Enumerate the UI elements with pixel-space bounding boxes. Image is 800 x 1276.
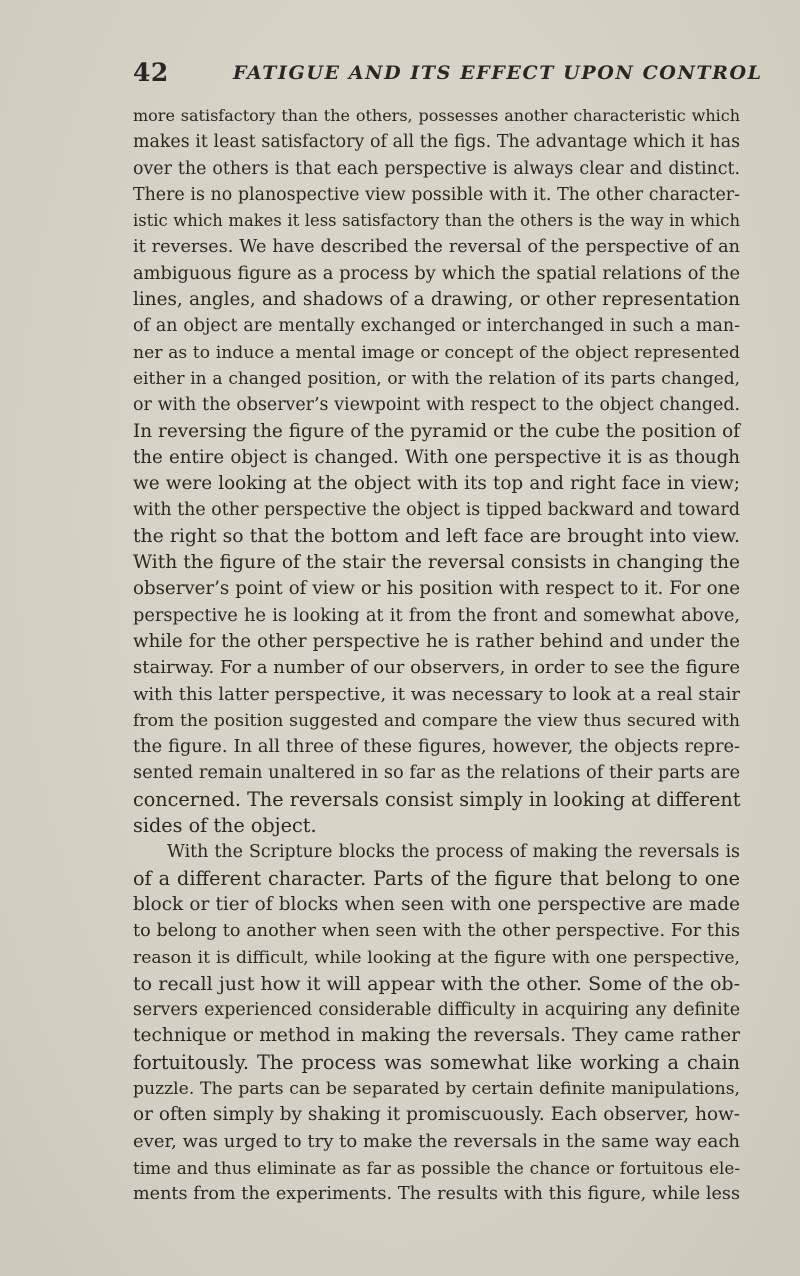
- body-text: [133, 103, 740, 1207]
- text-line: block or tier of blocks when seen with one perspective are made: [133, 893, 740, 915]
- text-line: or often simply by shaking it promiscuously. Each observer, how-: [133, 1104, 740, 1126]
- text-line: ever, was urged to try to make the reversals in the same way each: [133, 1130, 740, 1152]
- text-line: In reversing the figure of the pyramid or the cube the position of: [133, 420, 740, 442]
- text-line: of a different character. Parts of the figure that belong to one: [133, 866, 740, 890]
- text-line: with this latter perspective, it was necessary to look at a real stair: [133, 683, 740, 705]
- text-line: servers experienced considerable difficulty in acquiring any definite: [133, 1000, 740, 1021]
- text-line: or with the observer’s viewpoint with respect to the object changed.: [133, 395, 740, 416]
- text-line: we were looking at the object with its top and right face in view;: [133, 473, 740, 495]
- text-line: with the other perspective the object is tipped backward and toward: [133, 500, 740, 521]
- text-line: istic which makes it less satisfactory than the others is the way in which: [133, 211, 740, 231]
- text-line: concerned. The reversals consist simply in looking at different: [133, 787, 741, 811]
- running-title: FATIGUE AND ITS EFFECT UPON CONTROL: [233, 62, 763, 84]
- text-line: lines, angles, and shadows of a drawing, or other representation: [133, 289, 740, 311]
- text-line: There is no planospective view possible with it. The other character-: [133, 184, 740, 205]
- text-line: to belong to another when seen with the other perspective. For this: [133, 921, 740, 942]
- text-line: ments from the experiments. The results with this figure, while less: [133, 1184, 740, 1205]
- page-number: 42: [133, 58, 169, 87]
- text-line: the entire object is changed. With one perspective it is as though: [133, 446, 740, 468]
- text-line: perspective he is looking at it from the front and somewhat above,: [133, 604, 740, 626]
- text-line: over the others is that each perspective is always clear and distinct.: [133, 158, 740, 179]
- text-line: the right so that the bottom and left face are brought into view.: [133, 525, 740, 547]
- text-line: it reverses. We have described the reversal of the perspective of an: [133, 237, 740, 258]
- text-line: to recall just how it will appear with the other. Some of the ob-: [133, 972, 740, 995]
- text-line: more satisfactory than the others, possesses another characteristic which: [133, 106, 740, 125]
- text-line: ner as to induce a mental image or concept of the object represented: [133, 342, 740, 363]
- running-head: [133, 58, 763, 90]
- text-line: ambiguous figure as a process by which the spatial relations of the: [133, 262, 740, 284]
- text-line: technique or method in making the reversals. They came rather: [133, 1025, 740, 1047]
- text-line: the figure. In all three of these figures, however, the objects repre-: [133, 736, 740, 758]
- text-line: stairway. For a number of our observers, in order to see the figure: [133, 657, 740, 679]
- text-line: sides of the object.: [133, 814, 317, 838]
- text-line: time and thus eliminate as far as possible the chance or fortuitous ele-: [133, 1157, 740, 1178]
- text-line: either in a changed position, or with the relation of its parts changed,: [133, 368, 740, 389]
- text-line: while for the other perspective he is rather behind and under the: [133, 630, 740, 652]
- text-line: reason it is difficult, while looking at the figure with one perspective,: [133, 947, 740, 968]
- text-line: makes it least satisfactory of all the figs. The advantage which it has: [133, 132, 740, 153]
- text-line: puzzle. The parts can be separated by certain definite manipulations,: [133, 1078, 740, 1099]
- text-line: fortuitously. The process was somewhat like working a chain: [133, 1050, 740, 1074]
- text-line: sented remain unaltered in so far as the relations of their parts are: [133, 762, 740, 784]
- text-line: observer’s point of view or his position with respect to it. For one: [133, 578, 740, 600]
- text-line: of an object are mentally exchanged or interchanged in such a man-: [133, 316, 740, 337]
- text-line: With the Scripture blocks the process of making the reversals is: [167, 842, 740, 863]
- text-line: With the figure of the stair the reversal consists in changing the: [133, 552, 740, 574]
- text-line: from the position suggested and compare the view thus secured with: [133, 710, 740, 731]
